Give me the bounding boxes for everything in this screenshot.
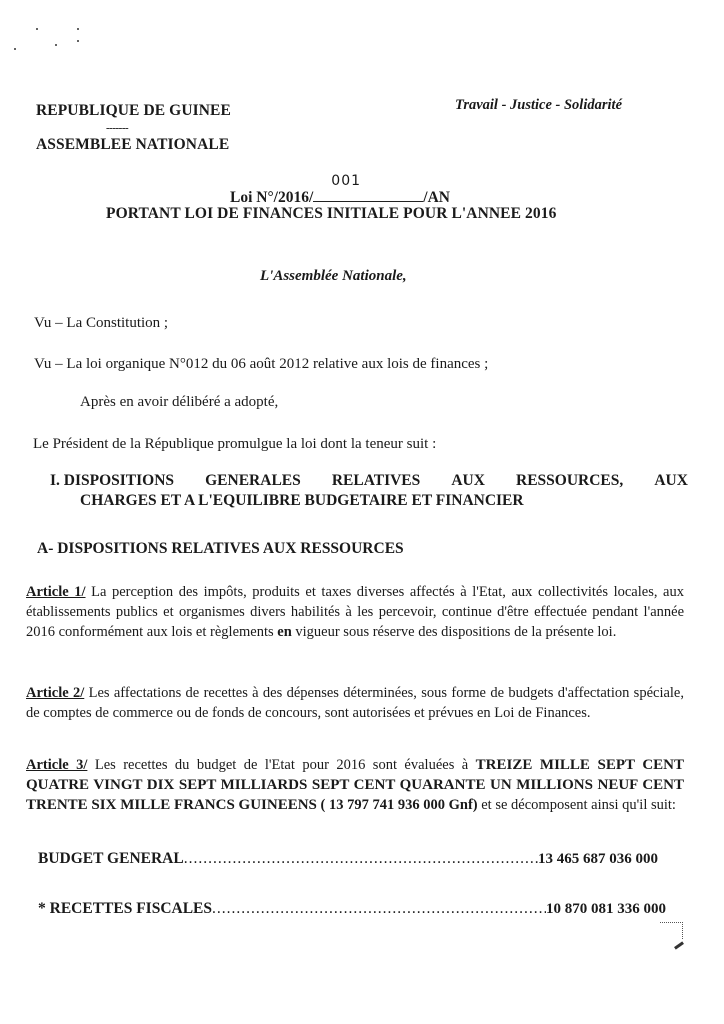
preamble-vu-organic-law: Vu – La loi organique N°012 du 06 août 2012 relative aux lois de finances ; [34, 356, 489, 372]
law-number-handwritten: 001 [331, 173, 362, 189]
section-1-word: AUX [451, 472, 485, 489]
budget-line-value: 10 870 081 336 000 [546, 901, 666, 917]
national-motto: Travail - Justice - Solidarité [455, 97, 623, 113]
preamble-adopted: Après en avoir délibéré a adopté, [80, 394, 279, 410]
section-a-heading: A- DISPOSITIONS RELATIVES AUX RESSOURCES [37, 540, 404, 557]
article-text: Les recettes du budget de l'Etat pour 2016 sont évaluées à [87, 757, 476, 773]
section-1-line-2: CHARGES ET A L'EQUILIBRE BUDGETAIRE ET FINANCIER [80, 492, 524, 509]
law-title: PORTANT LOI DE FINANCES INITIALE POUR L'ANNEE 2016 [106, 205, 557, 222]
leader-dots [184, 850, 538, 868]
law-number-suffix: /AN [423, 189, 450, 206]
section-1-word: RELATIVES [331, 472, 421, 489]
section-1-word: I. DISPOSITIONS [50, 472, 175, 489]
preamble-vu-constitution: Vu – La Constitution ; [34, 315, 169, 331]
article-label: Article 1/ [26, 584, 86, 600]
amount-in-words: TREIZE MILLE SEPT CENT QUATRE VINGT DIX SEPT MILLIARDS SEPT CENT QUARANTE UN MILLIONS NEUF CENT TRENTE SIX MILLE FRANCS GUINEENS [26, 757, 684, 813]
page-corner-mark [660, 922, 683, 939]
letterhead [36, 100, 231, 156]
budget-line-label: * RECETTES FISCALES [38, 900, 213, 917]
section-1-word: GENERALES [205, 472, 301, 489]
preamble-promulgation: Le Président de la République promulgue la loi dont la teneur suit : [33, 436, 437, 452]
amount-in-figures: ( 13 797 741 936 000 Gnf) [320, 797, 478, 813]
article-3 [26, 755, 684, 815]
law-number-field [313, 173, 423, 202]
leader-dots [212, 900, 546, 918]
article-label: Article 2/ [26, 685, 85, 701]
article-1 [26, 582, 684, 642]
section-1-word: AUX [654, 472, 688, 489]
article-2 [26, 683, 684, 723]
section-1-word: RESSOURCES, [516, 472, 624, 489]
budget-line-value: 13 465 687 036 000 [538, 851, 658, 867]
country-name: REPUBLIQUE DE GUINEE [36, 102, 231, 119]
article-text: Les affectations de recettes à des dépenses déterminées, sous forme de budgets d'affectation spéciale, de comptes de commerce ou de fonds de concours, sont autorisées et prévues en Loi de Finances. [26, 685, 684, 721]
section-1-heading [50, 471, 688, 511]
header-separator: ------- [106, 122, 129, 134]
article-text: La perception des impôts, produits et taxes diverses affectés à l'Etat, aux collectivités locales, aux établissements publics et organismes divers habilités à les percevoir, continue d'être effectuée pendant l'année 2016 conformément aux lois et règlements [26, 584, 684, 640]
article-text-tail: et se décomposent ainsi qu'il suit: [477, 797, 676, 813]
law-number [230, 173, 590, 207]
article-text-bold: en [277, 624, 292, 640]
article-label: Article 3/ [26, 757, 88, 773]
budget-line-fiscal-revenue [38, 900, 666, 918]
article-text-tail: vigueur sous réserve des dispositions de la présente loi. [291, 624, 617, 640]
institution-name: ASSEMBLEE NATIONALE [36, 136, 230, 153]
law-number-prefix: Loi N°/2016/ [230, 189, 314, 206]
initial-mark-icon [674, 941, 684, 949]
budget-line-label: BUDGET GENERAL [38, 850, 184, 867]
budget-line-general [38, 850, 658, 868]
assembly-heading: L'Assemblée Nationale, [260, 268, 407, 284]
